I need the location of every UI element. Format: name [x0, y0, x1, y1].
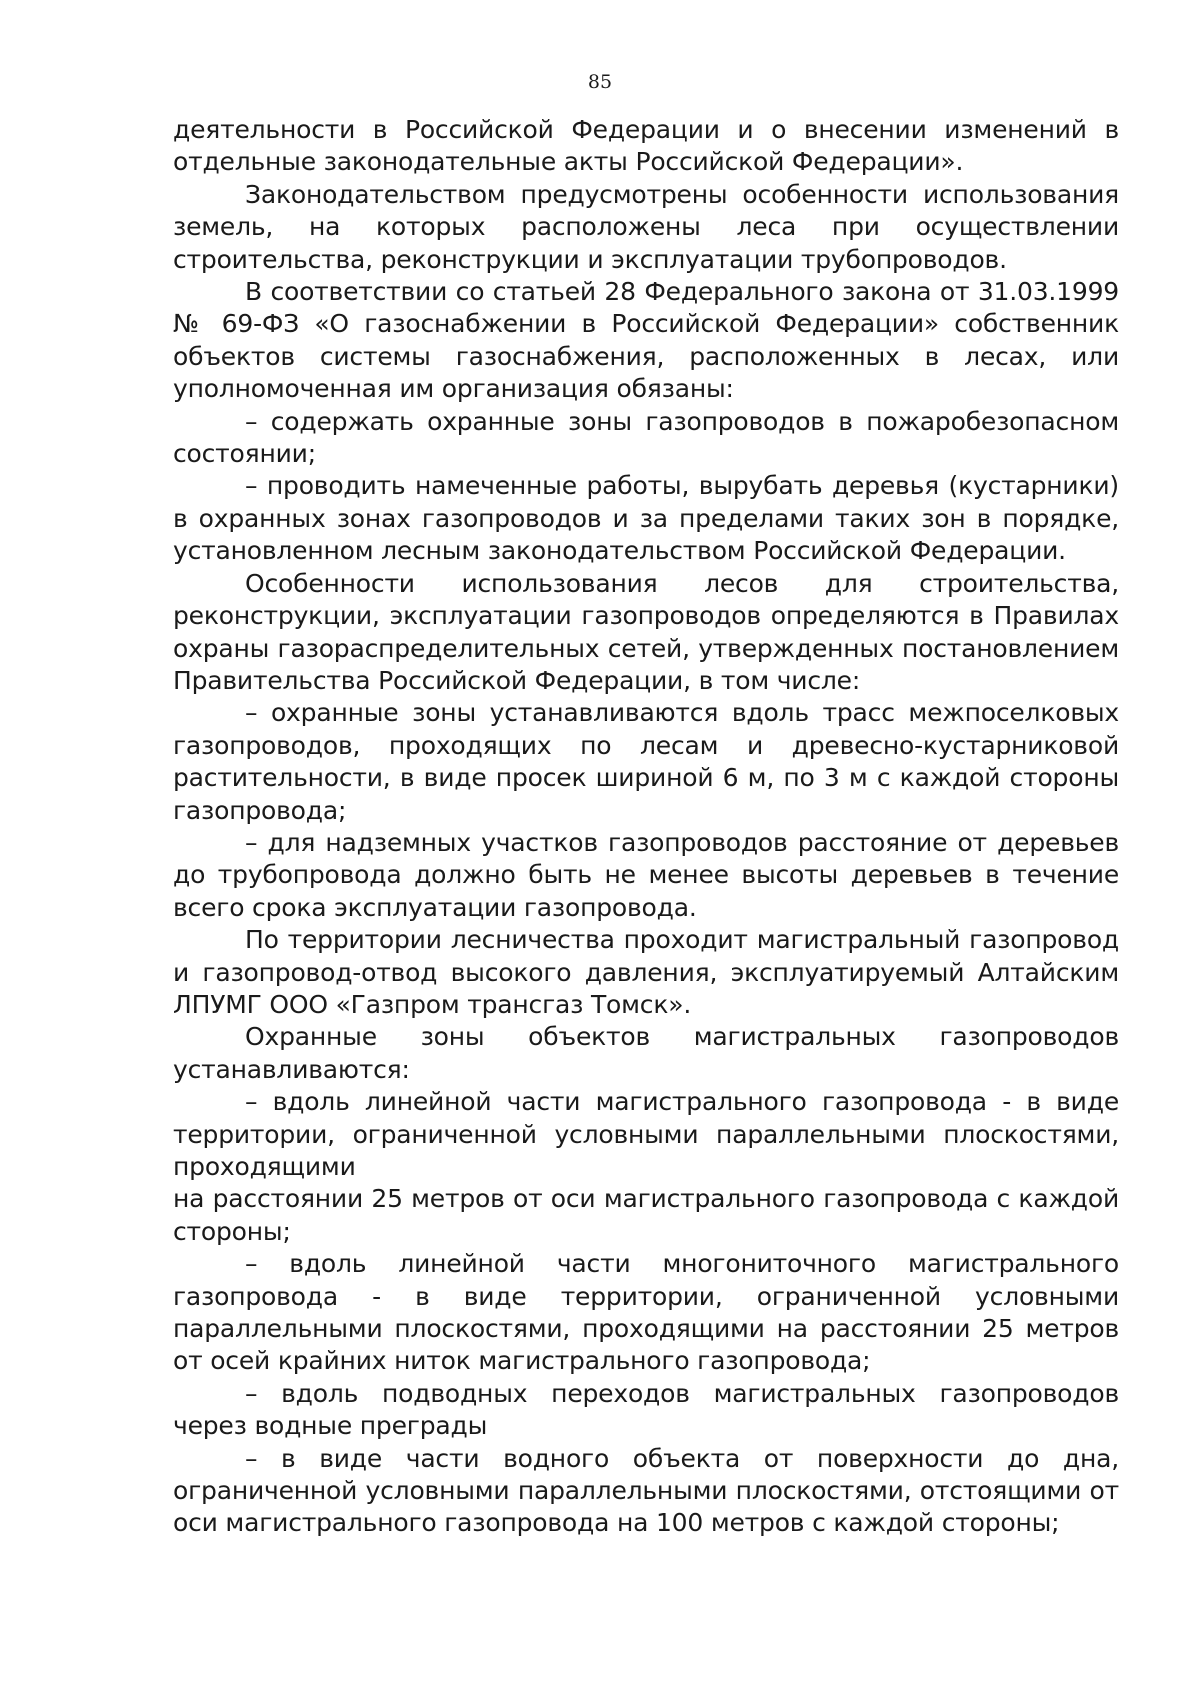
- paragraph: В соответствии со статьей 28 Федерального закона от 31.03.1999 № 69-ФЗ «О газоснабжении в Российской Федерации» собственник объектов системы газоснабжения, расположенных в лесах, или уполномоченная им организация обязаны:: [173, 277, 1119, 404]
- paragraph: Охранные зоны объектов магистральных газопроводов устанавливаются:: [173, 1022, 1119, 1084]
- list-item: – охранные зоны устанавливаются вдоль трасс межпоселковых газопроводов, проходящих по лесам и древесно-кустарниковой растительности, в виде просек шириной 6 м, по 3 м с каждой стороны газопровода;: [173, 698, 1119, 825]
- list-item: – проводить намеченные работы, вырубать деревья (кустарники) в охранных зонах газопроводов и за пределами таких зон в порядке, установленном лесным законодательством Российской Федерации.: [173, 471, 1119, 566]
- list-item: – для надземных участков газопроводов расстояние от деревьев до трубопровода должно быть не менее высоты деревьев в течение всего срока эксплуатации газопровода.: [173, 827, 1119, 922]
- list-item: – вдоль подводных переходов магистральных газопроводов через водные преграды: [173, 1378, 1119, 1441]
- list-item: – содержать охранные зоны газопроводов в пожаробезопасном состоянии;: [173, 406, 1119, 469]
- paragraph: Законодательством предусмотрены особенности использования земель, на которых расположены леса при осуществлении строительства, реконструкции и эксплуатации трубопроводов.: [173, 179, 1119, 274]
- paragraph: Особенности использования лесов для строительства, реконструкции, эксплуатации газопроводов определяются в Правилах охраны газораспределительных сетей, утвержденных постановлением Правительства Российской Федерации, в том числе:: [173, 568, 1119, 695]
- document-body: [173, 114, 1119, 1540]
- paragraph: По территории лесничества проходит магистральный газопровод и газопровод-отвод высокого давления, эксплуатируемый Алтайским ЛПУМГ ООО «Газпром трансгаз Томск».: [173, 925, 1119, 1019]
- paragraph-continuation: деятельности в Российской Федерации и о внесении изменений в отдельные законодательные акты Российской Федерации».: [173, 115, 1119, 177]
- list-item: – вдоль линейной части многониточного магистрального газопровода - в виде территории, ограниченной условными параллельными плоскостями, проходящими на расстоянии 25 метров от осей крайних ниток магистрального газопровода;: [173, 1249, 1119, 1376]
- list-item: – вдоль линейной части магистрального газопровода - в виде территории, ограниченной условными параллельными плоскостями, проходящими: [173, 1087, 1119, 1181]
- paragraph-continuation: на расстоянии 25 метров от оси магистрального газопровода с каждой стороны;: [173, 1184, 1119, 1246]
- page-number: 85: [587, 71, 613, 93]
- list-item: – в виде части водного объекта от поверхности до дна, ограниченной условными параллельными плоскостями, отстоящими от оси магистрального газопровода на 100 метров с каждой стороны;: [173, 1443, 1119, 1538]
